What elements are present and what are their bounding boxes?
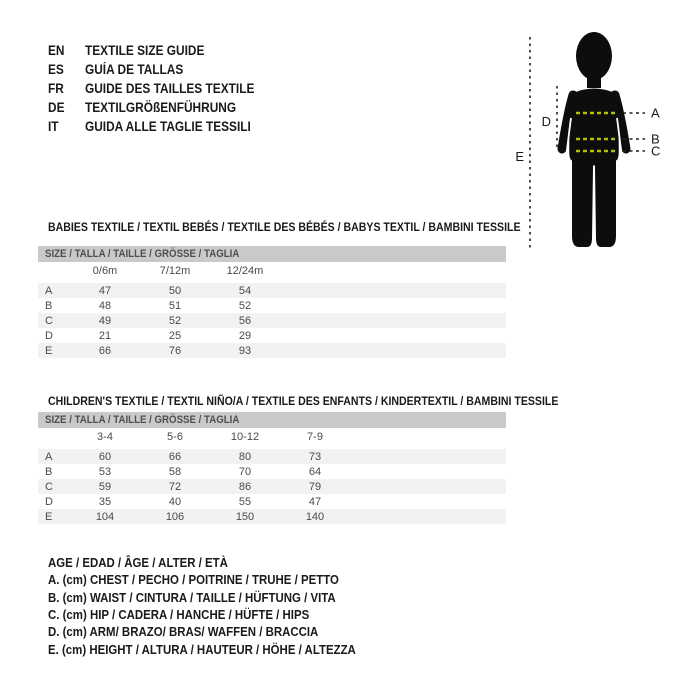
lang-row-de (48, 98, 254, 117)
lang-row-it (48, 117, 254, 136)
row-label: C (45, 314, 53, 327)
column-header: 7-9 (307, 431, 323, 443)
figure-label-b: B (651, 131, 660, 147)
lang-title: TEXTILGRÖßENFÜHRUNG (84, 100, 237, 115)
cell-value: 52 (168, 314, 182, 327)
babies-section-heading: BABIES TEXTILE / TEXTIL BEBÉS / TEXTILE DES BÉBÉS / BABYS TEXTIL / BAMBINI TESSILE (48, 220, 521, 234)
row-label: D (45, 495, 53, 508)
babies-size-table (38, 246, 506, 358)
lang-code: DE (48, 100, 65, 115)
cell-value: 21 (98, 329, 112, 342)
table-row (38, 283, 506, 298)
cell-value: 50 (168, 284, 182, 297)
figure-label-e: E (515, 149, 524, 164)
lang-row-en (48, 41, 254, 60)
size-header-label: SIZE / TALLA / TAILLE / GRÖSSE / TAGLIA (45, 414, 240, 426)
row-label: E (45, 344, 53, 357)
cell-value: 35 (98, 495, 112, 508)
cell-value: 80 (238, 450, 252, 463)
cell-value: 70 (238, 465, 252, 478)
cell-value: 59 (98, 480, 112, 493)
column-header: 0/6m (92, 265, 118, 277)
column-header: 5-6 (167, 431, 183, 443)
cell-value: 73 (308, 450, 322, 463)
cell-value: 60 (98, 450, 112, 463)
lang-title: GUIDE DES TAILLES TEXTILE (84, 81, 255, 96)
cell-value: 51 (168, 299, 182, 312)
cell-value: 47 (308, 495, 322, 508)
children-column-header-row (38, 428, 506, 446)
table-row (38, 298, 506, 313)
column-header: 10-12 (230, 431, 260, 443)
size-header-label: SIZE / TALLA / TAILLE / GRÖSSE / TAGLIA (45, 248, 240, 260)
lang-code: IT (48, 119, 59, 134)
cell-value: 48 (98, 299, 112, 312)
cell-value: 66 (98, 344, 112, 357)
cell-value: 54 (238, 284, 252, 297)
figure-label-a: A (651, 105, 660, 121)
measurement-legend (48, 554, 398, 658)
cell-value: 53 (98, 465, 112, 478)
cell-value: 47 (98, 284, 112, 297)
language-title-block (48, 41, 283, 136)
legend-waist-line: B. (cm) WAIST / CINTURA / TAILLE / HÜFTUNG / VITA (48, 589, 336, 605)
row-label: E (45, 510, 53, 523)
figure-label-d: D (541, 114, 551, 129)
cell-value: 76 (168, 344, 182, 357)
lang-code: EN (48, 43, 65, 58)
size-header-row (38, 412, 506, 428)
row-label: A (45, 450, 53, 463)
table-row (38, 509, 506, 524)
cell-value: 150 (235, 510, 255, 523)
cell-value: 79 (308, 480, 322, 493)
column-header: 3-4 (97, 431, 113, 443)
cell-value: 56 (238, 314, 252, 327)
legend-height-line: E. (cm) HEIGHT / ALTURA / HAUTEUR / HÖHE / ALTEZZA (48, 641, 356, 657)
cell-value: 104 (95, 510, 115, 523)
cell-value: 66 (168, 450, 182, 463)
table-row (38, 343, 506, 358)
cell-value: 49 (98, 314, 112, 327)
table-row (38, 449, 506, 464)
legend-chest-line: A. (cm) CHEST / PECHO / POITRINE / TRUHE / PETTO (48, 572, 339, 588)
measurement-figure (505, 0, 665, 260)
table-row (38, 464, 506, 479)
lang-title: TEXTILE SIZE GUIDE (84, 43, 205, 58)
cell-value: 106 (165, 510, 185, 523)
row-label: B (45, 299, 53, 312)
children-size-table (38, 412, 506, 524)
cell-value: 55 (238, 495, 252, 508)
cell-value: 64 (308, 465, 322, 478)
cell-value: 25 (168, 329, 182, 342)
column-header: 12/24m (226, 265, 264, 277)
table-row (38, 494, 506, 509)
cell-value: 86 (238, 480, 252, 493)
row-label: B (45, 465, 53, 478)
cell-value: 140 (305, 510, 325, 523)
legend-age-line: AGE / EDAD / ÂGE / ALTER / ETÀ (48, 555, 228, 571)
row-label: C (45, 480, 53, 493)
babies-column-header-row (38, 262, 506, 280)
figure-label-c: C (651, 143, 661, 159)
lang-title: GUÍA DE TALLAS (84, 62, 184, 77)
children-section-heading: CHILDREN'S TEXTILE / TEXTIL NIÑO/A / TEXTILE DES ENFANTS / KINDERTEXTIL / BAMBINI TESSILE (48, 394, 559, 408)
cell-value: 52 (238, 299, 252, 312)
lang-title: GUIDA ALLE TAGLIE TESSILI (84, 119, 251, 134)
legend-hip-line: C. (cm) HIP / CADERA / HANCHE / HÜFTE / HIPS (48, 607, 310, 623)
lang-row-fr (48, 79, 254, 98)
lang-row-es (48, 60, 254, 79)
lang-code: FR (48, 81, 64, 96)
cell-value: 72 (168, 480, 182, 493)
size-header-row (38, 246, 506, 262)
row-label: D (45, 329, 53, 342)
lang-code: ES (48, 62, 64, 77)
row-label: A (45, 284, 53, 297)
cell-value: 93 (238, 344, 252, 357)
column-header: 7/12m (159, 265, 191, 277)
table-row (38, 328, 506, 343)
table-row (38, 479, 506, 494)
cell-value: 58 (168, 465, 182, 478)
cell-value: 29 (238, 329, 252, 342)
legend-arm-line: D. (cm) ARM/ BRAZO/ BRAS/ WAFFEN / BRACCIA (48, 624, 319, 640)
table-row (38, 313, 506, 328)
cell-value: 40 (168, 495, 182, 508)
